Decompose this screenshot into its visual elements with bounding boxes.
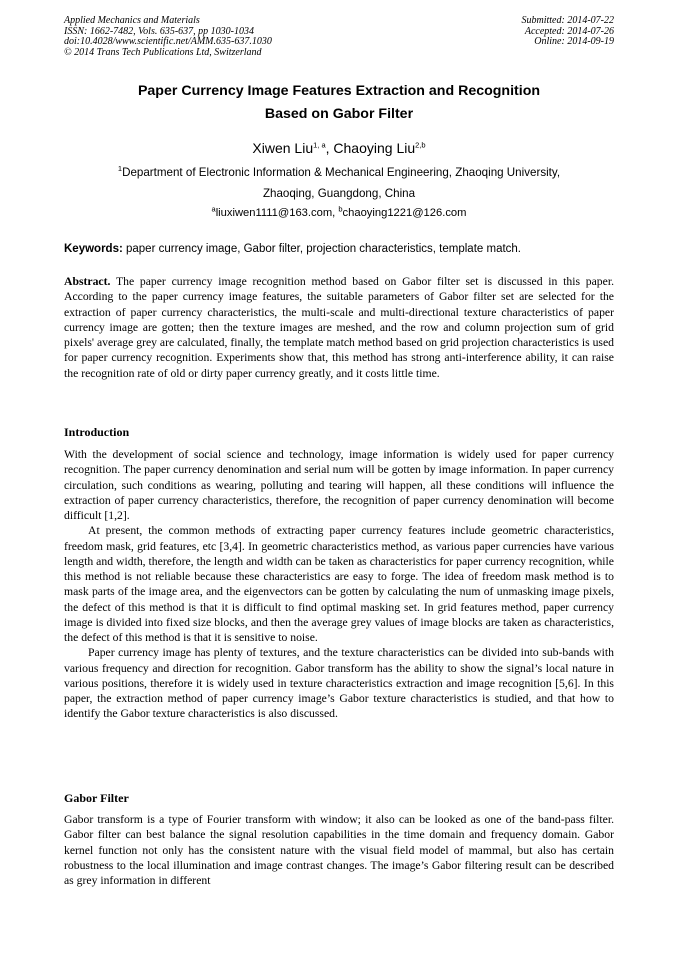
introduction-body <box>64 447 614 722</box>
journal-header-left <box>64 16 272 58</box>
section-heading-gabor-filter: Gabor Filter <box>64 791 129 805</box>
journal-issn: ISSN: 1662-7482, Vols. 635-637, pp 1030-1034 <box>64 25 254 37</box>
journal-header-right <box>522 16 615 48</box>
gabor-paragraph-1: Gabor transform is a type of Fourier transform with window; it also can be looked as one of the band-pass filter. Gabor filter can best balance the signal resolution capabilities in the time domain and frequency domain. Gabor kernel function not only has the consistent nature with the visual field model of mammal, but also has certain robustness to the local illumination and image contrast changes. The image’s Gabor filtering result can be described as grey information in different <box>64 813 614 887</box>
keywords <box>64 242 614 256</box>
abstract-label: Abstract. <box>64 275 111 288</box>
author-list <box>64 139 614 157</box>
abstract-text: The paper currency image recognition method based on Gabor filter set is discussed in this paper. According to the paper currency image features, the suitable parameters of Gabor filter set are selected for the extraction of paper currency characteristics, the multi-scale and multi-directional texture characteristics of paper currency image are gotten; then the texture images are meshed, and the row and column projection sum of grid pixels' average grey are calculated, finally, the template match method based on grid projection characteristics is used for paper currency recognition. Experiments show that, this method has strong anti-interference ability, it can raise the recognition rate of old or dirty paper currency greatly, and it costs little time. <box>64 275 614 380</box>
intro-paragraph-2: At present, the common methods of extracting paper currency features include geometric characteristics, freedom mask, grid features, etc [3,4]. In geometric characteristics method, as various paper currencies have various length and width, therefore, the length and width can be taken as characteristics for paper currency recognition, while this method is not reliable because these characteristics are easy to forge. The idea of freedom mask method is to mask parts of the image area, and the eigenvectors can be gotten by calculating the num of unmasking image pixels, the defect of this method is that it is difficult to find optimal masking set. In grid features method, paper currency image is divided into fixed size blocks, and then the average grey values of image blocks are taken as characteristics, the defect of this method is that it is sensitive to noise. <box>64 524 614 644</box>
online-date: Online: 2014-09-19 <box>534 36 614 48</box>
affiliation-mark: 1 <box>117 164 123 174</box>
intro-paragraph-3: Paper currency image has plenty of textures, and the texture characteristics can be divided into sub-bands with various frequency and direction for recognition. Gabor transform has the ability to show the signal’s local nature in various positions, therefore it is widely used in texture characteristics extraction and image recognition [5,6]. In this paper, the extraction method of paper currency image’s Gabor texture characteristics is studied, and that how to identify the Gabor texture characteristics is also discussed. <box>64 646 614 721</box>
affiliation <box>64 162 614 204</box>
gabor-filter-body <box>64 812 614 888</box>
keywords-label: Keywords: <box>64 243 123 255</box>
accepted-date: Accepted: 2014-07-26 <box>524 25 614 37</box>
author-2-affil-mark: 2,b <box>415 140 426 150</box>
email-b: chaoying1221@126.com <box>342 207 467 219</box>
journal-doi: doi:10.4028/www.scientific.net/AMM.635-637.1030 <box>64 36 272 48</box>
journal-name: Applied Mechanics and Materials <box>64 15 200 26</box>
affiliation-line-1: Department of Electronic Information & Mechanical Engineering, Zhaoqing University, <box>122 166 561 179</box>
author-1: Xiwen Liu <box>252 140 314 156</box>
author-emails <box>64 206 614 220</box>
keywords-text: paper currency image, Gabor filter, projection characteristics, template match. <box>122 243 521 255</box>
journal-copyright: © 2014 Trans Tech Publications Ltd, Switzerland <box>64 46 262 58</box>
submitted-date: Submitted: 2014-07-22 <box>521 15 614 26</box>
abstract <box>64 274 614 381</box>
paper-title <box>64 80 614 126</box>
email-mark-a: a <box>211 204 216 214</box>
title-line-2: Based on Gabor Filter <box>264 106 414 122</box>
author-1-affil-mark: 1, a <box>313 140 326 150</box>
email-a: liuxiwen1111@163.com, <box>215 207 339 219</box>
section-heading-introduction: Introduction <box>64 425 130 439</box>
author-separator: , <box>325 140 334 156</box>
affiliation-line-2: Zhaoqing, Guangdong, China <box>262 187 416 200</box>
email-mark-b: b <box>338 204 343 214</box>
intro-paragraph-1: With the development of social science and technology, image information is widely used for paper currency recognition. The paper currency denomination and serial num will be gotten by image information. In paper currency circulation, such conditions as wearing, polluting and tearing will happen, all these conditions will influence the extraction of paper currency characteristics, therefore, the recognition of paper currency denomination will become difficult [1,2]. <box>64 448 614 522</box>
title-line-1: Paper Currency Image Features Extraction and Recognition <box>137 83 541 99</box>
author-2: Chaoying Liu <box>333 140 416 156</box>
